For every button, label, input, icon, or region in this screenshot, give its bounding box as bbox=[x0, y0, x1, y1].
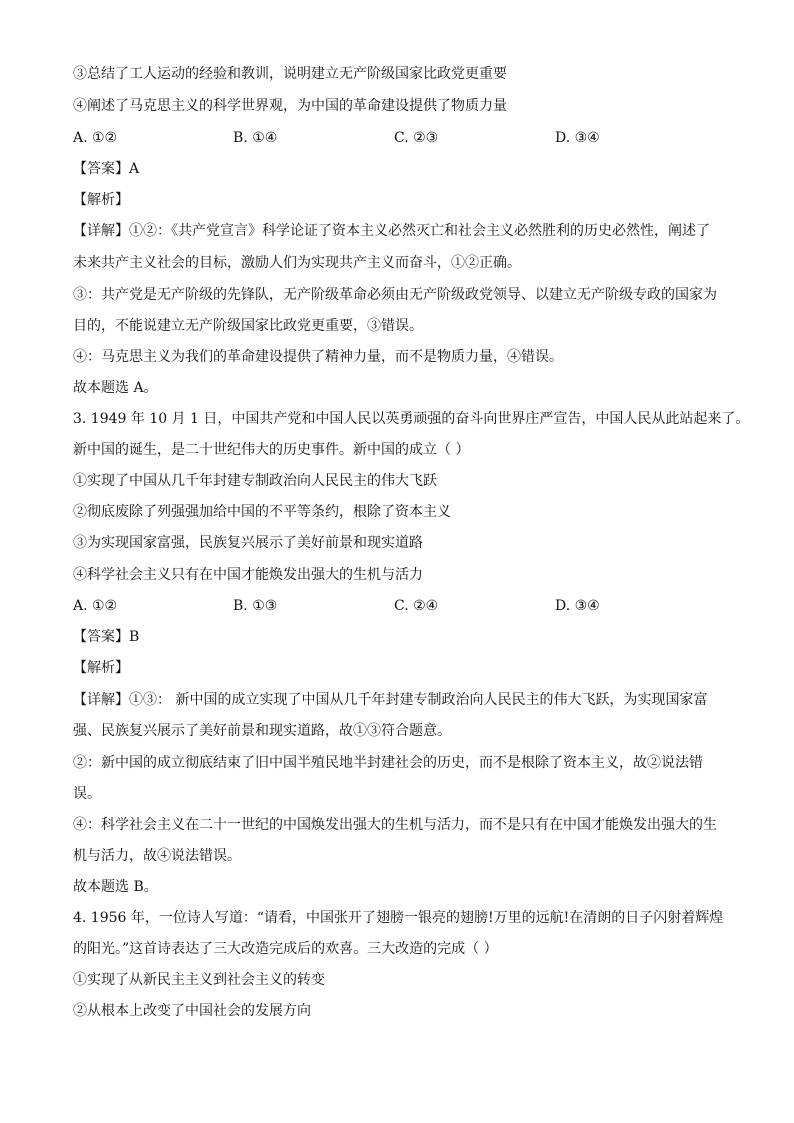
statement: ①实现了中国从几千年封建专制政治向人民民主的伟大飞跃 bbox=[73, 473, 437, 489]
explanation-line: 【详解】①③： 新中国的成立实现了中国从几千年封建专制政治向人民民主的伟大飞跃，为实现国家富 bbox=[73, 692, 708, 708]
question-stem: 4. 1956 年，一位诗人写道：“请看，中国张开了翅膀一银亮的翅膀!万里的远航!在清朗的日子闪射着辉煌 bbox=[73, 910, 724, 926]
statement: ②彻底废除了列强强加给中国的不平等条约，根除了资本主义 bbox=[73, 504, 451, 520]
option-a: A. ①② bbox=[73, 598, 118, 614]
explanation-line: 故本题选 A。 bbox=[73, 380, 158, 396]
explanation-line: 目的，不能说建立无产阶级国家比政党更重要，③错误。 bbox=[73, 318, 423, 334]
explanation-line: 强、民族复兴展示了美好前景和现实道路，故①③符合题意。 bbox=[73, 723, 451, 739]
option-c: C. ②④ bbox=[394, 598, 439, 614]
option-b: B. ①③ bbox=[233, 598, 278, 614]
question-stem: 的阳光。”这首诗表达了三大改造完成后的欢喜。三大改造的完成（ ） bbox=[73, 941, 498, 957]
option-a: A. ①② bbox=[73, 130, 118, 146]
explanation-line: 机与活力，故④说法错误。 bbox=[73, 848, 241, 864]
analysis-label: 【解析】 bbox=[73, 192, 129, 208]
explanation-line: 未来共产主义社会的目标，激励人们为实现共产主义而奋斗，①②正确。 bbox=[73, 255, 521, 271]
option-c: C. ②③ bbox=[394, 130, 439, 146]
analysis-label: 【解析】 bbox=[73, 660, 129, 676]
option-d: D. ③④ bbox=[555, 130, 600, 146]
statement: ①实现了从新民主主义到社会主义的转变 bbox=[73, 972, 325, 988]
explanation-line: ④：马克思主义为我们的革命建设提供了精神力量，而不是物质力量，④错误。 bbox=[73, 349, 563, 365]
statement: ④阐述了马克思主义的科学世界观，为中国的革命建设提供了物质力量 bbox=[73, 98, 507, 114]
statement: ③总结了工人运动的经验和教训，说明建立无产阶级国家比政党更重要 bbox=[73, 66, 507, 82]
statement: ③为实现国家富强，民族复兴展示了美好前景和现实道路 bbox=[73, 535, 423, 551]
explanation-line: 【详解】①②：《共产党宣言》科学论证了资本主义必然灭亡和社会主义必然胜利的历史必然性，阐述了 bbox=[73, 223, 710, 239]
explanation-line: ③：共产党是无产阶级的先锋队，无产阶级革命必须由无产阶级政党领导、以建立无产阶级专政的国家为 bbox=[73, 287, 717, 303]
question-stem: 新中国的诞生，是二十世纪伟大的历史事件。新中国的成立（ ） bbox=[73, 442, 470, 458]
statement: ④科学社会主义只有在中国才能焕发出强大的生机与活力 bbox=[73, 567, 423, 583]
option-d: D. ③④ bbox=[555, 598, 600, 614]
answer-label: 【答案】A bbox=[73, 161, 140, 177]
explanation-line: 故本题选 B。 bbox=[73, 879, 158, 895]
statement: ②从根本上改变了中国社会的发展方向 bbox=[73, 1003, 311, 1019]
explanation-line: 误。 bbox=[73, 786, 101, 802]
explanation-line: ④：科学社会主义在二十一世纪的中国焕发出强大的生机与活力，而不是只有在中国才能焕发出强大的生 bbox=[73, 817, 717, 833]
question-stem: 3. 1949 年 10 月 1 日，中国共产党和中国人民以英勇顽强的奋斗向世界庄严宣告，中国人民从此站起来了。 bbox=[73, 411, 750, 427]
explanation-line: ②：新中国的成立彻底结束了旧中国半殖民地半封建社会的历史，而不是根除了资本主义，故②说法错 bbox=[73, 755, 703, 771]
option-b: B. ①④ bbox=[233, 130, 278, 146]
answer-label: 【答案】B bbox=[73, 629, 140, 645]
